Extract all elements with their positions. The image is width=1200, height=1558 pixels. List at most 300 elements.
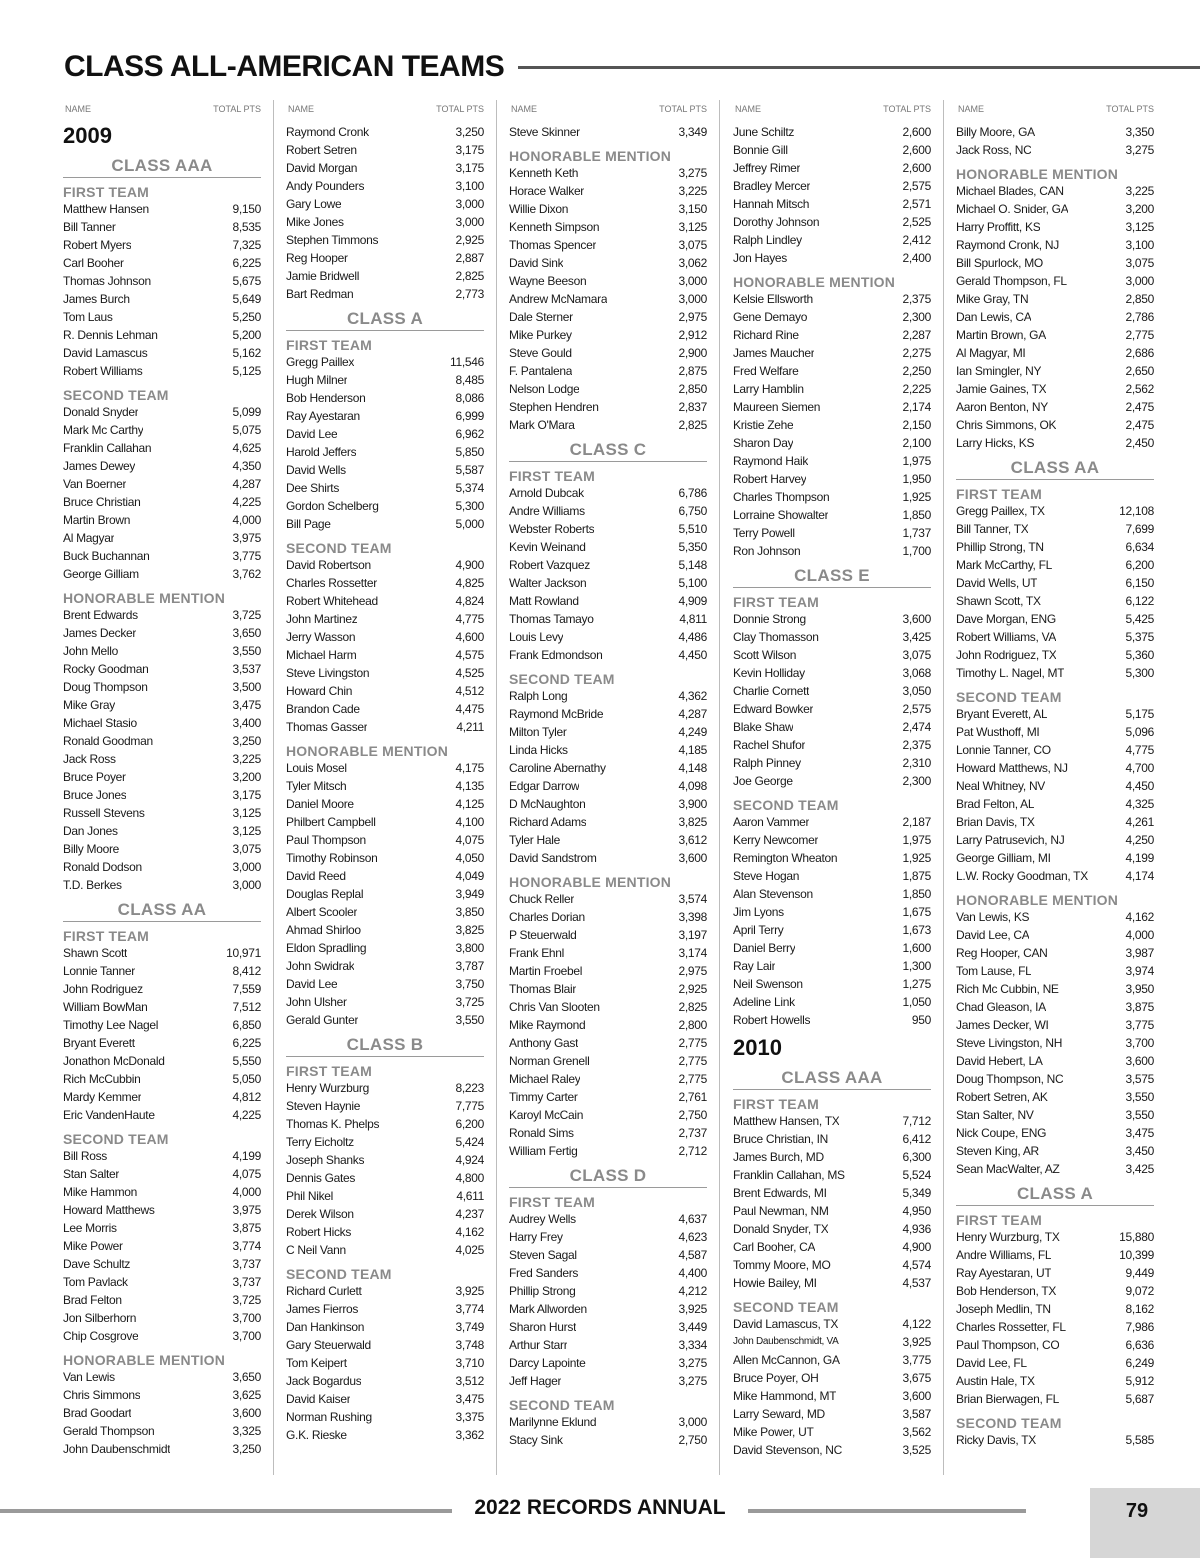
total-points: 6,122 <box>1125 594 1154 608</box>
player-name: David Wells, UT <box>956 576 1038 590</box>
list-item <box>509 1210 707 1228</box>
player-name: Robert Williams <box>63 364 143 378</box>
list-item <box>286 592 484 610</box>
player-name: Thomas K. Phelps <box>286 1117 380 1131</box>
total-points: 4,537 <box>902 1276 931 1290</box>
player-name: Richard Curlett <box>286 1284 362 1298</box>
total-points: 6,150 <box>1125 576 1154 590</box>
list-item <box>286 479 484 497</box>
player-name: Ralph Pinney <box>733 756 801 770</box>
player-name: Norman Grenell <box>509 1054 590 1068</box>
total-points: 2,912 <box>678 328 707 342</box>
list-item <box>509 795 707 813</box>
total-points: 2,775 <box>678 1054 707 1068</box>
list-item <box>733 813 931 831</box>
player-name: Martin Brown <box>63 513 131 527</box>
total-points: 1,050 <box>902 995 931 1009</box>
list-item <box>63 1052 261 1070</box>
player-name: Tom Lause, FL <box>956 964 1032 978</box>
total-points: 3,275 <box>678 1356 707 1370</box>
total-points: 4,225 <box>232 495 261 509</box>
player-name: Van Boerner <box>63 477 127 491</box>
player-name: Michael O. Snider, GA <box>956 202 1069 216</box>
list-item <box>286 1372 484 1390</box>
list-item <box>733 452 931 470</box>
player-name: Gerald Gunter <box>286 1013 359 1027</box>
total-points: 5,100 <box>678 576 707 590</box>
player-name: Bill Spurlock, MO <box>956 256 1043 270</box>
total-points: 8,162 <box>1125 1302 1154 1316</box>
total-points: 2,600 <box>902 161 931 175</box>
page-number-box <box>1090 1488 1200 1558</box>
player-name: Bruce Jones <box>63 788 127 802</box>
list-item <box>509 272 707 290</box>
total-points: 7,712 <box>902 1114 931 1128</box>
list-item <box>286 371 484 389</box>
page-title: CLASS ALL-AMERICAN TEAMS <box>64 50 505 83</box>
list-item <box>956 759 1154 777</box>
total-points: 3,225 <box>232 752 261 766</box>
total-points: 4,611 <box>456 1189 484 1203</box>
total-points: 3,275 <box>1125 143 1154 157</box>
total-points: 2,450 <box>1125 436 1154 450</box>
list-item <box>956 182 1154 200</box>
list-item <box>509 998 707 1016</box>
total-points: 1,950 <box>902 472 931 486</box>
player-name: Brent Edwards <box>63 608 138 622</box>
total-points: 3,500 <box>232 680 261 694</box>
list-item <box>509 1070 707 1088</box>
total-points: 4,287 <box>678 707 707 721</box>
player-name: Edgar Darrow <box>509 779 580 793</box>
total-points: 2,737 <box>678 1126 707 1140</box>
list-item <box>509 813 707 831</box>
list-item <box>509 1228 707 1246</box>
list-item <box>63 218 261 236</box>
list-item <box>63 1237 261 1255</box>
list-item <box>733 957 931 975</box>
total-points: 4,135 <box>455 779 484 793</box>
list-item <box>286 1205 484 1223</box>
player-name: Gary Lowe <box>286 197 342 211</box>
player-name: Gene Demayo <box>733 310 808 324</box>
total-points: 3,125 <box>678 220 707 234</box>
player-name: Thomas Gasser <box>286 720 368 734</box>
player-name: Ralph Lindley <box>733 233 802 247</box>
total-points: 4,900 <box>455 558 484 572</box>
total-points: 6,999 <box>455 409 484 423</box>
total-points: 3,325 <box>232 1424 261 1438</box>
team-heading: SECOND TEAM <box>63 387 169 403</box>
list-item <box>956 777 1154 795</box>
list-item <box>286 1282 484 1300</box>
team-heading: FIRST TEAM <box>286 1063 372 1079</box>
list-item <box>509 200 707 218</box>
total-points: 3,600 <box>1125 1054 1154 1068</box>
total-points: 3,125 <box>232 824 261 838</box>
total-points: 2,600 <box>902 125 931 139</box>
player-name: Brad Felton <box>63 1293 122 1307</box>
list-item <box>286 957 484 975</box>
total-points: 3,349 <box>678 125 707 139</box>
total-points: 6,225 <box>232 1036 261 1050</box>
total-points: 5,524 <box>902 1168 931 1182</box>
player-name: Joseph Medlin, TN <box>956 1302 1051 1316</box>
total-points: 3,275 <box>678 166 707 180</box>
total-points: 2,100 <box>902 436 931 450</box>
player-name: Arnold Dubcak <box>509 486 584 500</box>
total-points: 3,400 <box>232 716 261 730</box>
list-item <box>63 1183 261 1201</box>
total-points: 3,537 <box>232 662 261 676</box>
total-points: 4,825 <box>455 576 484 590</box>
total-points: 1,673 <box>902 923 931 937</box>
player-name: Buck Buchannan <box>63 549 150 563</box>
list-item <box>956 849 1154 867</box>
team-heading: HONORABLE MENTION <box>509 148 672 164</box>
list-item <box>956 236 1154 254</box>
total-points: 3,000 <box>678 274 707 288</box>
total-points: 7,775 <box>455 1099 484 1113</box>
total-points: 1,675 <box>902 905 931 919</box>
class-heading: CLASS D <box>509 1160 707 1188</box>
total-points: 3,000 <box>455 215 484 229</box>
total-points: 1,275 <box>902 977 931 991</box>
list-item <box>63 439 261 457</box>
list-item <box>286 1336 484 1354</box>
player-name: Joe George <box>733 774 793 788</box>
total-points: 3,550 <box>1125 1108 1154 1122</box>
list-item <box>956 1354 1154 1372</box>
list-item <box>63 1165 261 1183</box>
player-name: Stephen Timmons <box>286 233 379 247</box>
total-points: 3,450 <box>1125 1144 1154 1158</box>
list-item <box>63 822 261 840</box>
player-name: Jeffrey Rimer <box>733 161 801 175</box>
team-heading: SECOND TEAM <box>509 671 615 687</box>
total-points: 4,075 <box>455 833 484 847</box>
total-points: 9,072 <box>1125 1284 1154 1298</box>
list-item <box>286 141 484 159</box>
column-header-name: NAME <box>288 103 315 114</box>
player-name: Louis Mosel <box>286 761 347 775</box>
list-item <box>509 1300 707 1318</box>
list-item <box>286 425 484 443</box>
total-points: 6,225 <box>232 256 261 270</box>
list-item <box>63 1106 261 1124</box>
list-item <box>733 754 931 772</box>
player-name: Steve Livingston, NH <box>956 1036 1063 1050</box>
player-name: Dennis Gates <box>286 1171 356 1185</box>
list-item <box>733 123 931 141</box>
list-item <box>63 998 261 1016</box>
list-item <box>63 750 261 768</box>
list-item <box>956 1228 1154 1246</box>
list-item <box>286 1390 484 1408</box>
total-points: 4,623 <box>678 1230 707 1244</box>
player-name: Neil Swenson <box>733 977 803 991</box>
player-name: Brian Davis, TX <box>956 815 1035 829</box>
player-name: Jon Hayes <box>733 251 787 265</box>
list-item <box>509 1034 707 1052</box>
team-heading: SECOND TEAM <box>63 1131 169 1147</box>
player-name: James Maucher <box>733 346 815 360</box>
team-heading: SECOND TEAM <box>956 689 1062 705</box>
player-name: Bob Henderson <box>286 391 366 405</box>
list-item <box>956 1052 1154 1070</box>
player-name: Ricky Davis, TX <box>956 1433 1036 1447</box>
list-item <box>509 705 707 723</box>
list-item <box>956 831 1154 849</box>
total-points: 5,912 <box>1125 1374 1154 1388</box>
player-name: Raymond Haik <box>733 454 809 468</box>
list-item <box>956 1246 1154 1264</box>
list-item <box>733 646 931 664</box>
player-name: Robert Setren <box>286 143 357 157</box>
total-points: 3,675 <box>902 1371 931 1385</box>
total-points: 4,025 <box>455 1243 484 1257</box>
player-name: Larry Seward, MD <box>733 1407 825 1421</box>
player-name: David Lee, FL <box>956 1356 1027 1370</box>
list-item <box>63 1255 261 1273</box>
player-name: David Wells <box>286 463 346 477</box>
year-heading: 2009 <box>63 123 112 148</box>
list-item <box>286 700 484 718</box>
player-name: Aaron Benton, NY <box>956 400 1048 414</box>
list-item <box>286 1426 484 1444</box>
total-points: 5,585 <box>1125 1433 1154 1447</box>
player-name: Remington Wheaton <box>733 851 838 865</box>
list-item <box>733 939 931 957</box>
player-name: David Hebert, LA <box>956 1054 1043 1068</box>
player-name: Larry Hicks, KS <box>956 436 1035 450</box>
total-points: 4,775 <box>455 612 484 626</box>
list-item <box>286 813 484 831</box>
list-item <box>63 678 261 696</box>
player-name: Dan Lewis, CA <box>956 310 1032 324</box>
list-item <box>733 290 931 308</box>
player-name: John Daubenschmidt <box>63 1442 171 1456</box>
total-points: 3,600 <box>678 851 707 865</box>
list-item <box>956 254 1154 272</box>
player-name: Jon Silberhorn <box>63 1311 137 1325</box>
list-item <box>509 344 707 362</box>
list-item <box>956 1034 1154 1052</box>
player-name: David Lee <box>286 427 338 441</box>
total-points: 3,550 <box>455 1013 484 1027</box>
list-item <box>956 628 1154 646</box>
list-item <box>286 213 484 231</box>
total-points: 11,546 <box>449 355 484 369</box>
list-item <box>286 195 484 213</box>
list-item <box>63 1422 261 1440</box>
player-name: Billy Moore <box>63 842 120 856</box>
player-name: Anthony Gast <box>509 1036 579 1050</box>
total-points: 3,075 <box>1125 256 1154 270</box>
column-header <box>956 100 1154 117</box>
list-item <box>733 1011 931 1029</box>
total-points: 2,775 <box>678 1072 707 1086</box>
total-points: 4,950 <box>902 1204 931 1218</box>
total-points: 3,100 <box>455 179 484 193</box>
total-points: 4,475 <box>455 702 484 716</box>
player-name: Thomas Spencer <box>509 238 597 252</box>
total-points: 2,300 <box>902 310 931 324</box>
list-item <box>509 1318 707 1336</box>
total-points: 3,225 <box>1125 184 1154 198</box>
total-points: 6,850 <box>232 1018 261 1032</box>
list-item <box>509 538 707 556</box>
total-points: 2,187 <box>902 815 931 829</box>
total-points: 5,424 <box>455 1135 484 1149</box>
list-item <box>63 1440 261 1458</box>
list-item <box>286 849 484 867</box>
player-name: Howie Bailey, MI <box>733 1276 817 1290</box>
total-points: 1,850 <box>902 508 931 522</box>
list-item <box>956 380 1154 398</box>
total-points: 7,699 <box>1125 522 1154 536</box>
total-points: 6,412 <box>902 1132 931 1146</box>
list-item <box>286 1408 484 1426</box>
player-name: Jamie Gaines, TX <box>956 382 1047 396</box>
list-item <box>286 515 484 533</box>
column-divider <box>943 100 944 1475</box>
total-points: 2,375 <box>902 738 931 752</box>
list-item <box>63 236 261 254</box>
list-item <box>63 1034 261 1052</box>
list-item <box>956 272 1154 290</box>
total-points: 1,975 <box>902 833 931 847</box>
total-points: 7,559 <box>232 982 261 996</box>
total-points: 4,824 <box>455 594 484 608</box>
total-points: 4,811 <box>679 612 707 626</box>
player-name: Charles Dorian <box>509 910 585 924</box>
list-item <box>956 1282 1154 1300</box>
player-name: James Dewey <box>63 459 136 473</box>
player-name: Linda Hicks <box>509 743 568 757</box>
total-points: 2,575 <box>902 179 931 193</box>
player-name: Mike Gray <box>63 698 115 712</box>
player-name: April Terry <box>733 923 784 937</box>
player-name: Kevin Weinand <box>509 540 586 554</box>
list-item <box>956 574 1154 592</box>
total-points: 3,562 <box>902 1425 931 1439</box>
total-points: 8,485 <box>455 373 484 387</box>
list-item <box>733 903 931 921</box>
player-name: Phillip Strong, TN <box>956 540 1044 554</box>
list-item <box>733 1256 931 1274</box>
player-name: Jack Ross, NC <box>956 143 1032 157</box>
list-item <box>63 565 261 583</box>
player-name: Audrey Wells <box>509 1212 576 1226</box>
total-points: 3,700 <box>1125 1036 1154 1050</box>
list-item <box>509 218 707 236</box>
total-points: 5,550 <box>232 1054 261 1068</box>
list-item <box>286 353 484 371</box>
player-name: Walter Jackson <box>509 576 587 590</box>
total-points: 3,625 <box>232 1388 261 1402</box>
list-item <box>286 921 484 939</box>
player-name: Robert Howells <box>733 1013 811 1027</box>
total-points: 2,310 <box>902 756 931 770</box>
player-name: Karoyl McCain <box>509 1108 584 1122</box>
player-name: George Gilliam, MI <box>956 851 1051 865</box>
list-item <box>286 1318 484 1336</box>
team-heading: HONORABLE MENTION <box>286 743 449 759</box>
player-name: David Lee, CA <box>956 928 1030 942</box>
player-name: Bruce Christian <box>63 495 141 509</box>
player-name: Jeff Hager <box>509 1374 562 1388</box>
list-item <box>733 159 931 177</box>
total-points: 4,250 <box>1125 833 1154 847</box>
player-name: Kevin Holliday <box>733 666 805 680</box>
total-points: 1,300 <box>902 959 931 973</box>
player-name: Timmy Carter <box>509 1090 578 1104</box>
player-name: Richard Adams <box>509 815 587 829</box>
player-name: Tom Laus <box>63 310 113 324</box>
total-points: 4,237 <box>455 1207 484 1221</box>
list-item <box>956 326 1154 344</box>
total-points: 3,949 <box>455 887 484 901</box>
list-item <box>733 885 931 903</box>
list-item <box>509 723 707 741</box>
player-name: P Steuerwald <box>509 928 577 942</box>
player-name: Bryant Everett <box>63 1036 135 1050</box>
list-item <box>956 980 1154 998</box>
total-points: 6,786 <box>678 486 707 500</box>
total-points: 3,774 <box>232 1239 261 1253</box>
list-item <box>733 1441 931 1459</box>
player-name: Webster Roberts <box>509 522 595 536</box>
player-name: Brandon Cade <box>286 702 360 716</box>
list-item <box>63 1368 261 1386</box>
player-name: Robert Whitehead <box>286 594 378 608</box>
list-item <box>286 1097 484 1115</box>
player-name: Andre Williams, FL <box>956 1248 1052 1262</box>
list-item <box>509 962 707 980</box>
team-heading: FIRST TEAM <box>509 468 595 484</box>
player-name: Tyler Mitsch <box>286 779 347 793</box>
total-points: 3,600 <box>232 1406 261 1420</box>
total-points: 3,825 <box>678 815 707 829</box>
list-item <box>956 344 1154 362</box>
list-item <box>63 254 261 272</box>
total-points: 4,000 <box>1125 928 1154 942</box>
list-item <box>733 664 931 682</box>
total-points: 2,575 <box>902 702 931 716</box>
player-name: Brad Goodart <box>63 1406 132 1420</box>
list-item <box>286 993 484 1011</box>
player-name: Frank Edmondson <box>509 648 603 662</box>
player-name: James Decker, WI <box>956 1018 1049 1032</box>
total-points: 3,850 <box>455 905 484 919</box>
list-item <box>956 1160 1154 1178</box>
list-item <box>733 506 931 524</box>
total-points: 3,250 <box>232 734 261 748</box>
total-points: 3,650 <box>232 1370 261 1384</box>
player-name: Raymond Cronk <box>286 125 369 139</box>
total-points: 1,975 <box>902 454 931 468</box>
team-heading: FIRST TEAM <box>956 1212 1042 1228</box>
footer-publication: 2022 RECORDS ANNUAL <box>474 1496 726 1519</box>
player-name: Caroline Abernathy <box>509 761 606 775</box>
player-name: June Schiltz <box>733 125 795 139</box>
total-points: 2,712 <box>678 1144 707 1158</box>
total-points: 3,900 <box>678 797 707 811</box>
player-name: Rich Mc Cubbin, NE <box>956 982 1059 996</box>
player-name: Aaron Vammer <box>733 815 810 829</box>
player-name: Horace Walker <box>509 184 585 198</box>
